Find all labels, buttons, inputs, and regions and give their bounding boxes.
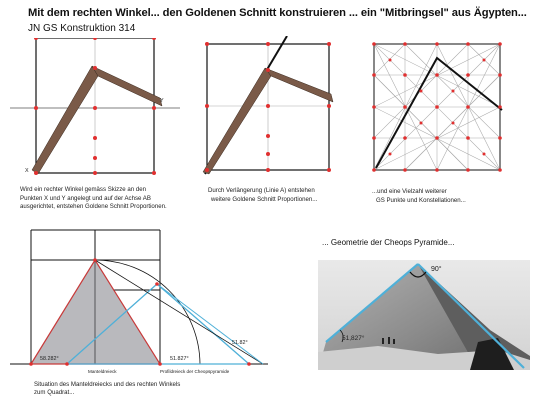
caption-line: ...und eine Vielzahl weiterer <box>372 188 447 195</box>
construction-panel-2 <box>195 36 345 186</box>
page-title: Mit dem rechten Winkel... den Goldenen Schnitt konstruieren ... ein "Mitbringsel" aus Ägypten... <box>28 7 527 19</box>
apex-angle-label: 90° <box>431 266 442 273</box>
point-x-label: X <box>25 168 29 174</box>
construction-panel-3 <box>368 38 528 178</box>
pyramid-photo <box>318 260 530 370</box>
right-angle-arm-right <box>265 68 333 102</box>
profile-extension-line <box>157 284 263 364</box>
angle-left-label: 58.282° <box>40 356 59 362</box>
panel2-caption <box>208 187 317 204</box>
right-angle-arm-left <box>203 68 271 174</box>
caption-line: zum Quadrat... <box>34 389 75 396</box>
caption-line: Wird ein rechter Winkel gemäss Skizze an den <box>20 186 146 193</box>
caption-line: Punkten X und Y angelegt und auf der Achse AB <box>20 194 151 202</box>
profildreieck-label: Profildreieck der Cheopspyramide <box>160 369 230 374</box>
pyramid-geometry-title: ... Geometrie der Cheops Pyramide... <box>322 238 455 247</box>
caption-line: Situation des Manteldreiecks und des rechten Winkels <box>34 381 181 388</box>
caption-line: ausgerichtet, entstehen Goldene Schnitt Proportionen. <box>20 203 167 211</box>
point-y-label: Y <box>160 98 164 104</box>
base-angle-label: 51,827° <box>342 335 365 342</box>
right-angle-arm-left <box>32 66 98 174</box>
panel3-caption <box>372 188 466 205</box>
page-subtitle: JN GS Konstruktion 314 <box>28 23 136 34</box>
angle-top-label: 51.82° <box>232 340 248 346</box>
cheops-construction-panel <box>10 228 280 376</box>
manteldreieck-label: Manteldreieck <box>88 369 117 374</box>
mantel-triangle <box>31 260 160 364</box>
panel4-caption <box>34 381 180 397</box>
angle-right-label: 51.827° <box>170 356 189 362</box>
right-angle-arm-right <box>92 66 162 106</box>
caption-line: Durch Verlängerung (Linie A) entstehen <box>208 187 315 194</box>
caption-line: weitere Goldene Schnitt Proportionen... <box>211 195 318 203</box>
construction-panel-1 <box>10 38 180 183</box>
caption-line: GS Punkte und Konstellationen... <box>376 196 466 204</box>
panel1-caption <box>20 186 167 212</box>
